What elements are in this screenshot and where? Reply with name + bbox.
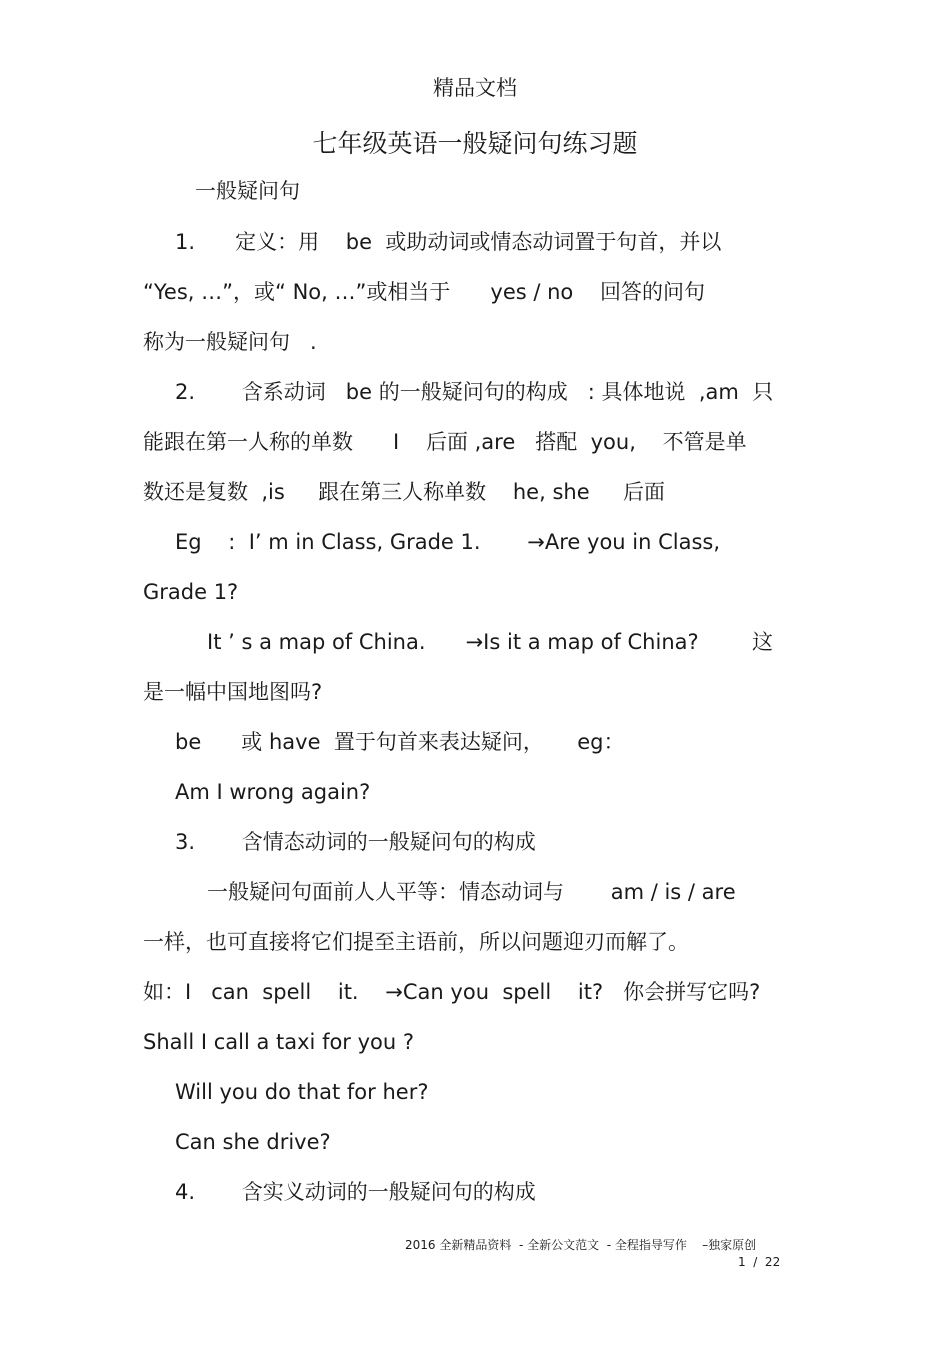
text-line: 3. 含情态动词的一般疑问句的构成: [175, 830, 536, 854]
footer-text: 2016 全新精品资料 - 全新公文范文 - 全程指导写作 –独家原创: [405, 1238, 757, 1252]
text-line: be 或 have 置于句首来表达疑问， eg：: [175, 730, 625, 754]
text-line: 称为一般疑问句 .: [143, 330, 317, 354]
text-line: “Yes, …”，或“ No, …”或相当于 yes / no 回答的问句: [143, 280, 705, 304]
text-line: 4. 含实义动词的一般疑问句的构成: [175, 1180, 536, 1204]
page-header: 精品文档: [433, 76, 517, 100]
page-number: 1 / 22: [738, 1255, 781, 1269]
example-line: Shall I call a taxi for you ?: [143, 1030, 415, 1054]
example-line: Eg : I’ m in Class, Grade 1. →Are you in Class,: [175, 530, 721, 554]
example-line: It ’ s a map of China. →Is it a map of China? 这: [207, 630, 774, 654]
text-line: 2. 含系动词 be 的一般疑问句的构成 : 具体地说 ,am 只: [175, 380, 774, 404]
text-line: 一样，也可直接将它们提至主语前，所以问题迎刃而解了。: [143, 930, 689, 954]
document-title: 七年级英语一般疑问句练习题: [312, 129, 638, 158]
example-line: Can she drive?: [175, 1130, 331, 1154]
example-line: Am I wrong again?: [175, 780, 371, 804]
text-line: 一般疑问句面前人人平等：情态动词与 am / is / are: [207, 880, 736, 904]
example-line: 是一幅中国地图吗?: [143, 680, 323, 704]
text-line: 能跟在第一人称的单数 I 后面 ,are 搭配 you, 不管是单: [143, 430, 747, 454]
example-line: 如：I can spell it. →Can you spell it? 你会拼写它吗?: [143, 980, 761, 1004]
text-line: 1. 定义：用 be 或助动词或情态动词置于句首，并以: [175, 230, 722, 254]
example-line: Grade 1?: [143, 580, 239, 604]
example-line: Will you do that for her?: [175, 1080, 429, 1104]
section-heading: 一般疑问句: [195, 179, 300, 203]
text-line: 数还是复数 ,is 跟在第三人称单数 he, she 后面: [143, 480, 666, 504]
